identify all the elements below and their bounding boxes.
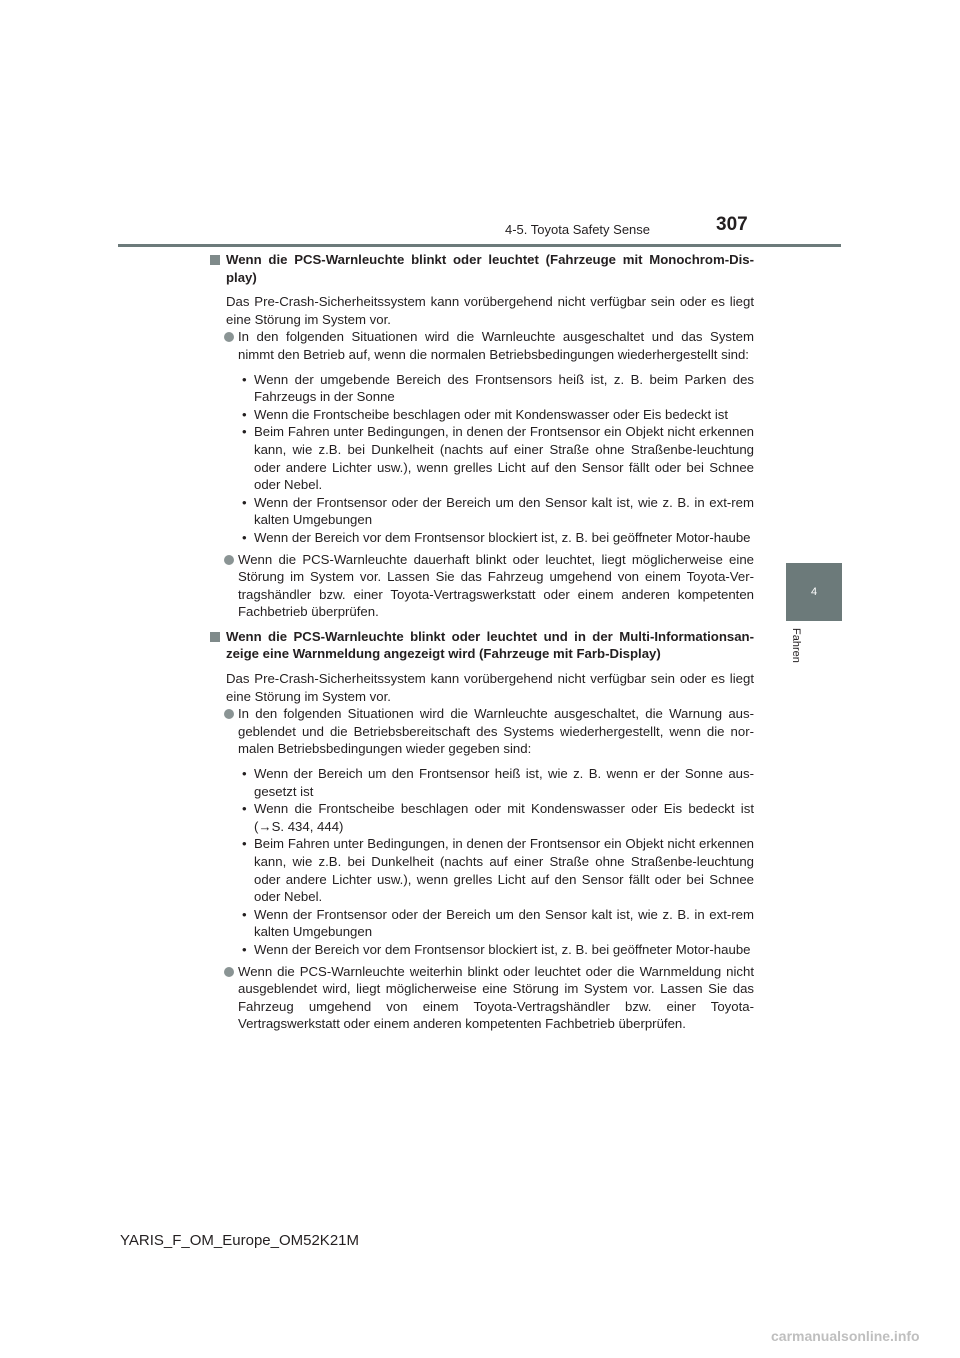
- circle-item-text: Wenn die PCS-Warnleuchte weiterhin blinkt oder leuchtet oder die Warnmeldung nicht ausgeblendet wird, liegt möglicherweise eine Störung im System vor. Lassen Sie das Fahrzeug umgehend von einem Toyota-Vertragshändler bzw. einer Toyota-Vertragswerkstatt oder einem anderen kompetenten Fachbetrieb überprüfen.: [238, 963, 754, 1032]
- circle-list-item: [210, 963, 754, 1033]
- bullet-item: • Wenn der Bereich um den Frontsensor heiß ist, wie z. B. wenn er der Sonne aus-gesetzt ist: [242, 766, 754, 799]
- circle-bullet-icon: [224, 332, 234, 342]
- chapter-label: Fahren: [790, 628, 802, 663]
- document-code: YARIS_F_OM_Europe_OM52K21M: [120, 1232, 359, 1249]
- watermark[interactable]: carmanualsonline.info: [771, 1328, 920, 1344]
- bullet-item: • Wenn der Bereich vor dem Frontsensor blockiert ist, z. B. bei geöffneter Motor-haube: [242, 941, 751, 957]
- header-rule: [118, 244, 841, 247]
- circle-item-text: In den folgenden Situationen wird die Warnleuchte ausgeschaltet, die Warnung aus-geblendet und die Betriebsbereitschaft des Systems wiederhergestellt, wenn die nor-malen Betriebsbedingungen wieder gegeben sind:: [238, 706, 754, 757]
- bullet-item: • Wenn der umgebende Bereich des Frontsensors heiß ist, z. B. beim Parken des Fahrzeugs in der Sonne: [242, 371, 754, 405]
- bullet-item: • Wenn die Frontscheibe beschlagen oder mit Kondenswasser oder Eis bedeckt ist: [242, 406, 729, 422]
- bullet-dot-icon: •: [242, 424, 247, 440]
- square-bullet-icon: [210, 255, 220, 265]
- section-title: 4-5. Toyota Safety Sense: [505, 222, 651, 237]
- bullet-item: • Wenn die Frontscheibe beschlagen oder mit Kondenswasser oder Eis bedeckt ist (→S. 434, 444): [242, 801, 754, 834]
- section-heading-color-display: [210, 628, 754, 663]
- section-heading-text: Wenn die PCS-Warnleuchte blinkt oder leuchtet und in der Multi-Informationsan-zeige eine Warnmeldung angezeigt wird (Fahrzeuge mit Farb-Display): [226, 628, 754, 662]
- bullet-list: [238, 765, 754, 959]
- bullet-dot-icon: •: [242, 801, 247, 817]
- section-intro: Das Pre-Crash-Sicherheitssystem kann vorübergehend nicht verfügbar sein oder es liegt eine Störung im System vor.: [226, 671, 754, 704]
- chapter-number: 4: [810, 586, 818, 598]
- bullet-dot-icon: •: [242, 766, 247, 782]
- bullet-list: [238, 371, 754, 547]
- bullet-dot-icon: •: [242, 941, 247, 957]
- bullet-dot-icon: •: [242, 836, 247, 852]
- square-bullet-icon: [210, 632, 220, 642]
- bullet-item: • Beim Fahren unter Bedingungen, in denen der Frontsensor ein Objekt nicht erkennen kann, wie z.B. bei Dunkelheit (nachts auf einer Straße ohne Straßenbe-leuchtung oder andere Lichter usw.), wenn grelles Licht auf den Sensor fällt oder bei Schnee oder Nebel.: [242, 836, 754, 905]
- bullet-dot-icon: •: [242, 371, 247, 387]
- circle-list-item: [210, 705, 754, 758]
- circle-bullet-icon: [224, 967, 234, 977]
- circle-list-item: [210, 551, 754, 621]
- chapter-tab: [786, 563, 842, 621]
- section-heading-monochrome: [210, 251, 754, 286]
- bullet-dot-icon: •: [242, 406, 247, 422]
- bullet-dot-icon: •: [242, 906, 247, 922]
- circle-bullet-icon: [224, 555, 234, 565]
- circle-item-text: Wenn die PCS-Warnleuchte dauerhaft blinkt oder leuchtet, liegt möglicherweise eine Störung im System vor. Lassen Sie das Fahrzeug umgehend von einem Toyota-Ver-tragshändler bzw. einer Toyota-Vertragswerkstatt oder einem anderen kompetenten Fachbetrieb überprüfen.: [238, 551, 754, 620]
- section-heading-text: Wenn die PCS-Warnleuchte blinkt oder leuchtet (Fahrzeuge mit Monochrom-Dis-play): [226, 252, 754, 285]
- bullet-dot-icon: •: [242, 529, 247, 545]
- bullet-item: • Beim Fahren unter Bedingungen, in denen der Frontsensor ein Objekt nicht erkennen kann, wie z.B. bei Dunkelheit (nachts auf einer Straße ohne Straßenbe-leuchtung oder andere Lichter usw.), wenn grelles Licht auf den Sensor fällt oder bei Schnee oder Nebel.: [242, 424, 754, 493]
- circle-list-item: [210, 328, 754, 363]
- bullet-item: • Wenn der Frontsensor oder der Bereich um den Sensor kalt ist, wie z. B. in ext-rem kalten Umgebungen: [242, 494, 754, 528]
- circle-item-text: In den folgenden Situationen wird die Warnleuchte ausgeschaltet und das System nimmt den Betrieb auf, wenn die normalen Betriebsbedingungen wiederhergestellt sind:: [238, 329, 754, 362]
- circle-bullet-icon: [224, 709, 234, 719]
- bullet-item: • Wenn der Bereich vor dem Frontsensor blockiert ist, z. B. bei geöffneter Motor-haube: [242, 529, 751, 545]
- bullet-dot-icon: •: [242, 494, 247, 510]
- section-intro: Das Pre-Crash-Sicherheitssystem kann vorübergehend nicht verfügbar sein oder es liegt eine Störung im System vor.: [226, 294, 754, 327]
- main-content: [210, 251, 754, 1040]
- bullet-item: • Wenn der Frontsensor oder der Bereich um den Sensor kalt ist, wie z. B. in ext-rem kalten Umgebungen: [242, 906, 754, 940]
- page-number: 307: [716, 214, 748, 235]
